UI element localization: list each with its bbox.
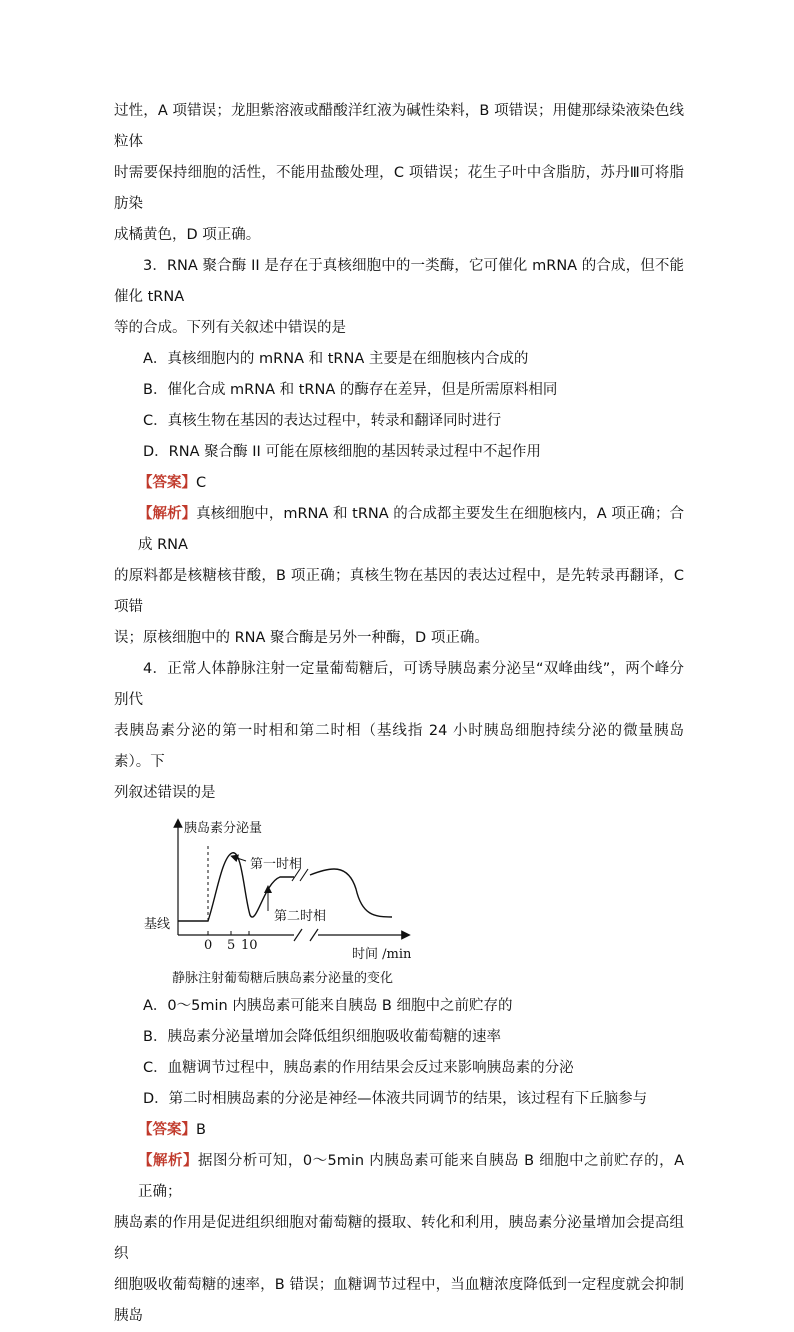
analysis-tag: 【解析】 — [138, 506, 197, 522]
option-a: A．真核细胞内的 mRNA 和 tRNA 主要是在细胞核内合成的 — [143, 351, 529, 367]
phase1-pointer — [234, 857, 246, 861]
option-d: D．第二时相胰岛素的分泌是神经—体液共同调节的结果，该过程有下丘脑参与 — [143, 1091, 648, 1107]
tick-label: 10 — [241, 938, 258, 953]
text-line: 误；原核细胞中的 RNA 聚合酶是另外一种酶，D 项正确。 — [114, 630, 489, 646]
tick-label: 5 — [227, 938, 236, 953]
option-a: A．0～5min 内胰岛素可能来自胰岛 B 细胞中之前贮存的 — [143, 998, 513, 1014]
figure-caption: 静脉注射葡萄糖后胰岛素分泌量的变化 — [172, 971, 394, 986]
option-c: C．真核生物在基因的表达过程中，转录和翻译同时进行 — [143, 413, 502, 429]
text-line: 时需要保持细胞的活性，不能用盐酸处理，C 项错误；花生子叶中含脂肪，苏丹Ⅲ可将脂肪染 — [114, 165, 684, 212]
option-c: C．血糖调节过程中，胰岛素的作用结果会反过来影响胰岛素的分泌 — [143, 1060, 574, 1076]
answer-value: B — [196, 1122, 206, 1138]
analysis-line: 【解析】真核细胞中，mRNA 和 tRNA 的合成都主要发生在细胞核内，A 项正确；合成 RNA — [138, 506, 684, 553]
text-line: 的原料都是核糖核苷酸，B 项正确；真核生物在基因的表达过程中，是先转录再翻译，C 项错 — [114, 568, 684, 615]
baseline-label: 基线 — [144, 917, 171, 932]
answer-tag: 【答案】 — [138, 475, 196, 491]
analysis-tag: 【解析】 — [138, 1153, 198, 1169]
phase2-label: 第二时相 — [274, 909, 327, 924]
answer-value: C — [196, 475, 207, 491]
text-line: 胰岛素的作用是促进组织细胞对葡萄糖的摄取、转化和利用，胰岛素分泌量增加会提高组织 — [114, 1215, 684, 1262]
text-line: 过性，A 项错误；龙胆紫溶液或醋酸洋红液为碱性染料，B 项错误；用健那绿染液染色线粒体 — [114, 103, 684, 150]
document-page — [114, 96, 684, 1332]
question-3-stem: 3．RNA 聚合酶 II 是存在于真核细胞中的一类酶，它可催化 mRNA 的合成，但不能催化 tRNA — [114, 258, 684, 305]
option-b: B．催化合成 mRNA 和 tRNA 的酶存在差异，但是所需原料相同 — [143, 382, 558, 398]
tick-label: 0 — [204, 938, 213, 953]
text-line: 细胞吸收葡萄糖的速率，B 错误；血糖调节过程中，当血糖浓度降低到一定程度就会抑制胰岛 — [114, 1277, 684, 1324]
question-4-stem: 4．正常人体静脉注射一定量葡萄糖后，可诱导胰岛素分泌呈“双峰曲线”，两个峰分别代 — [114, 661, 684, 708]
phase1-label: 第一时相 — [250, 857, 303, 872]
analysis-line: 【解析】据图分析可知，0～5min 内胰岛素可能来自胰岛 B 细胞中之前贮存的，A 正确； — [138, 1153, 684, 1200]
option-d: D．RNA 聚合酶 II 可能在原核细胞的基因转录过程中不起作用 — [143, 444, 541, 460]
option-b: B．胰岛素分泌量增加会降低组织细胞吸收葡萄糖的速率 — [143, 1029, 501, 1045]
answer-tag: 【答案】 — [138, 1122, 196, 1138]
insulin-figure — [144, 817, 444, 987]
text-line: 成橘黄色，D 项正确。 — [114, 227, 261, 243]
question-4-stem-cont: 列叙述错误的是 — [114, 785, 216, 801]
y-axis-label: 胰岛素分泌量 — [184, 821, 263, 836]
answer-line — [114, 468, 684, 499]
question-4-stem-cont: 表胰岛素分泌的第一时相和第二时相（基线指 24 小时胰岛细胞持续分泌的微量胰岛素）。下 — [114, 723, 684, 770]
question-3-stem-cont: 等的合成。下列有关叙述中错误的是 — [114, 320, 346, 336]
answer-line — [114, 1115, 684, 1146]
x-axis-label: 时间 /min — [352, 947, 412, 962]
